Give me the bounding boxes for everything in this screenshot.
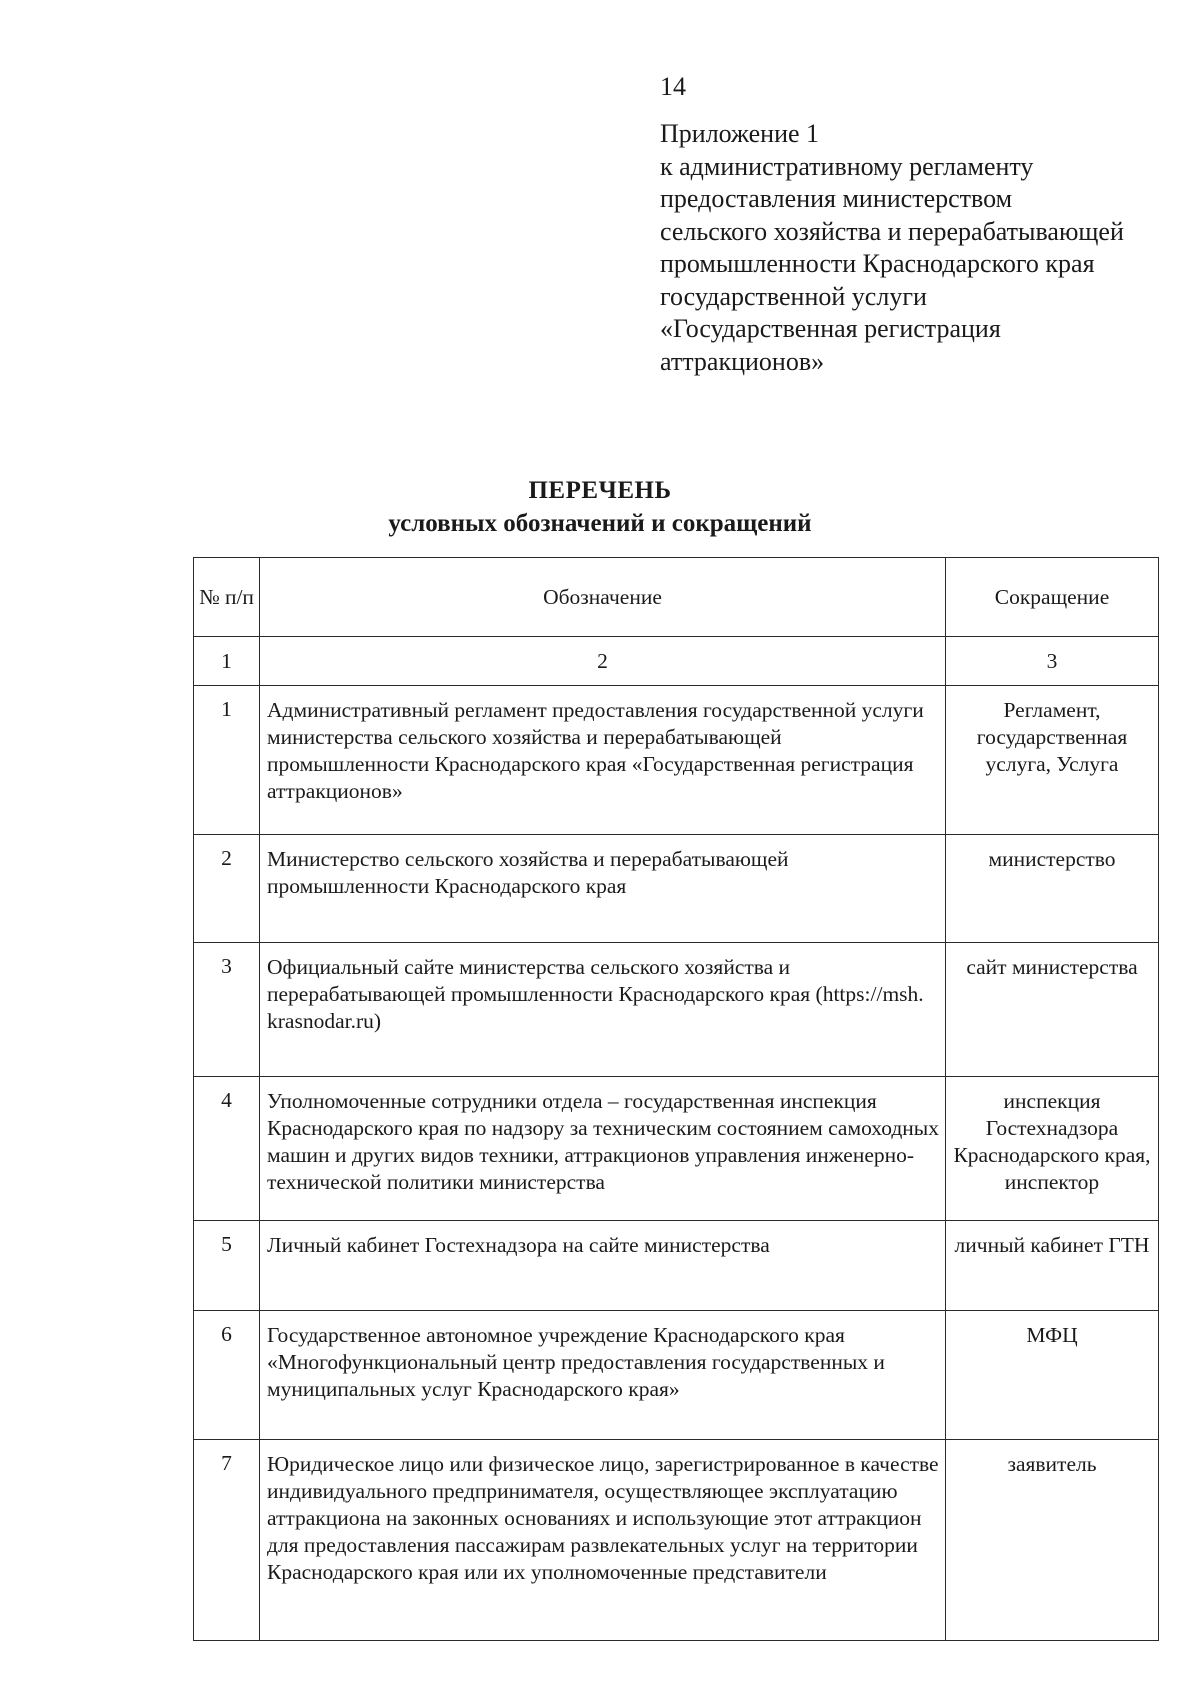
row-abbreviation: личный кабинет ГТН [946,1221,1159,1311]
title-subtitle: условных обозначений и сокращений [388,510,812,537]
row-abbreviation: сайт министерства [946,943,1159,1077]
row-number: 1 [194,686,260,835]
row-number: 5 [194,1221,260,1311]
row-abbreviation: Регламент, государственная услуга, Услуга [946,686,1159,835]
table-row [194,686,1159,835]
appendix-line: к административному регламенту [660,151,1034,181]
row-designation: Уполномоченные сотрудники отдела – государственная инспекция Краснодарского края по надзору за техническим состоянием самоходных машин и других видов техники, аттракционов управления инженерно-технической политики министерства [260,1077,946,1221]
table-row [194,1077,1159,1221]
row-number: 7 [194,1440,260,1641]
table-header-row [194,558,1159,637]
appendix-note [660,118,1180,378]
page-number: 14 [660,72,686,101]
table-row [194,1440,1159,1641]
row-designation: Государственное автономное учреждение Краснодарского края «Многофункциональный центр предоставления государственных и муниципальных услуг Краснодарского края» [260,1311,946,1440]
table-row [194,1311,1159,1440]
row-designation: Юридическое лицо или физическое лицо, зарегистрированное в качестве индивидуального предпринимателя, осуществляющее эксплуатацию аттракциона на законных основаниях и использующие этот аттракцион для предоставления пассажирам развлекательных услуг на территории Краснодарского края или их уполномоченные представители [260,1440,946,1641]
appendix-line: государственной услуги [660,281,927,311]
row-abbreviation: министерство [946,835,1159,943]
column-index: 2 [260,637,946,686]
row-number: 4 [194,1077,260,1221]
appendix-line: аттракционов» [660,346,825,376]
column-index: 1 [194,637,260,686]
table-row [194,835,1159,943]
row-abbreviation: МФЦ [946,1311,1159,1440]
table-row [194,943,1159,1077]
row-designation: Административный регламент предоставления государственной услуги министерства сельского хозяйства и перерабатывающей промышленности Краснодарского края «Государственная регистрация аттракционов» [260,686,946,835]
appendix-line: «Государственная регистрация [660,314,1001,343]
appendix-line: сельского хозяйства и перерабатывающей [660,216,1124,246]
row-number: 6 [194,1311,260,1440]
row-designation: Личный кабинет Гостехнадзора на сайте министерства [260,1221,946,1311]
column-index-row [194,637,1159,686]
appendix-line: промышленности Краснодарского края [660,249,1095,278]
row-designation: Министерство сельского хозяйства и перерабатывающей промышленности Краснодарского края [260,835,946,943]
row-abbreviation: инспекция Гостехнадзора Краснодарского края, инспектор [946,1077,1159,1221]
header-name: Обозначение [260,558,946,637]
title-main: ПЕРЕЧЕНЬ [528,477,672,504]
row-number: 2 [194,835,260,943]
table-row [194,1221,1159,1311]
row-abbreviation: заявитель [946,1440,1159,1641]
header-num: № п/п [194,558,260,637]
column-index: 3 [946,637,1159,686]
appendix-line: Приложение 1 [660,119,820,148]
abbreviations-table [193,557,1159,1641]
document-title [0,476,1200,539]
row-number: 3 [194,943,260,1077]
row-designation: Официальный сайте министерства сельского хозяйства и перерабатывающей промышленности Краснодарского края (https://msh. krasnodar.ru) [260,943,946,1077]
header-abbr: Сокращение [946,558,1159,637]
appendix-line: предоставления министерством [660,184,1013,213]
